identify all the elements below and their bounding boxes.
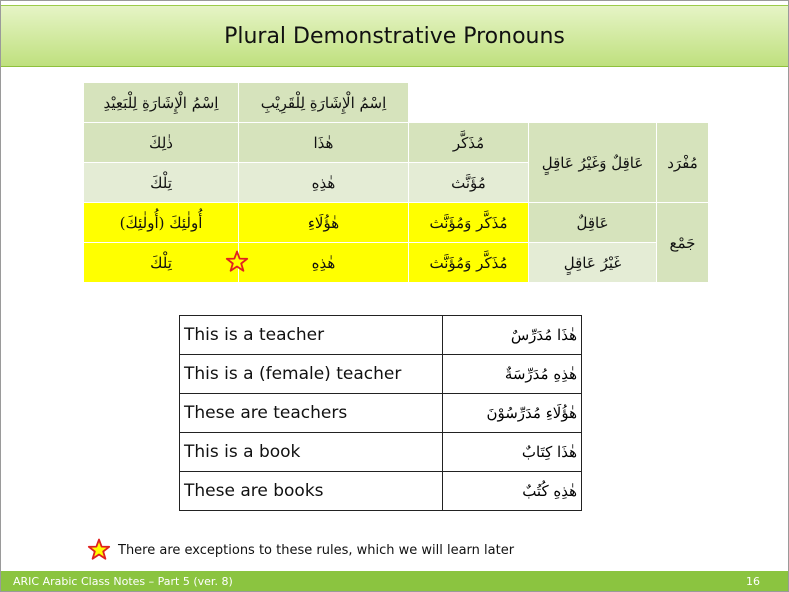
category-plural-rational: عَاقِلٌ: [529, 203, 657, 243]
near-pronoun-cell: [239, 243, 409, 283]
exceptions-note: [87, 538, 514, 562]
header-far: اِسْمُ الْإِشَارَةِ لِلْبَعِيْدِ: [84, 83, 239, 123]
far-pronoun-cell: تِلْكَ: [84, 243, 239, 283]
far-pronoun-cell: أُولٰئِكَ (أُولٰئِكَ): [84, 203, 239, 243]
table-row: [84, 243, 709, 283]
empty-cell: [409, 83, 529, 123]
example-english: This is a (female) teacher: [180, 355, 443, 394]
gender-cell: مُذَكَّر: [409, 123, 529, 163]
table-row: [180, 355, 582, 394]
category-singular: عَاقِلٌ وَغَيْرُ عَاقِلٍ: [529, 123, 657, 203]
near-pronoun-cell: هٰذَا: [239, 123, 409, 163]
header-near: اِسْمُ الْإِشَارَةِ لِلْقَرِيْبِ: [239, 83, 409, 123]
title-bar: [1, 5, 788, 67]
example-english: This is a book: [180, 433, 443, 472]
far-pronoun-cell: ذٰلِكَ: [84, 123, 239, 163]
table-row: [180, 472, 582, 511]
near-pronoun-text: هٰذِهِ: [311, 253, 336, 272]
example-english: This is a teacher: [180, 316, 443, 355]
near-pronoun-cell: هٰذِهِ: [239, 163, 409, 203]
example-arabic: هٰذِهِ مُدَرِّسَةٌ: [443, 355, 582, 394]
slide-title: Plural Demonstrative Pronouns: [224, 23, 565, 49]
table-row: [180, 433, 582, 472]
note-text: There are exceptions to these rules, which we will learn later: [118, 542, 515, 558]
far-pronoun-cell: تِلْكَ: [84, 163, 239, 203]
table-row: [180, 316, 582, 355]
examples-table: [179, 315, 582, 511]
near-pronoun-cell: هٰؤُلَاءِ: [239, 203, 409, 243]
page-number: 16: [746, 574, 760, 588]
footer-text: ARIC Arabic Class Notes – Part 5 (ver. 8): [13, 574, 233, 588]
empty-cell: [529, 83, 657, 123]
singular-label: مُفْرَد: [657, 123, 709, 203]
footer-bar: [1, 571, 788, 591]
example-arabic: هٰذِهِ كُتُبٌ: [443, 472, 582, 511]
red-star-icon: [225, 250, 249, 274]
gender-cell: مُذَكَّر وَمُؤَنَّث: [409, 203, 529, 243]
example-arabic: هٰذَا كِتَابٌ: [443, 433, 582, 472]
plural-label: جَمْع: [657, 203, 709, 283]
table-row: [180, 394, 582, 433]
category-plural-nonrational: غَيْرُ عَاقِلٍ: [529, 243, 657, 283]
example-arabic: هٰذَا مُدَرِّسٌ: [443, 316, 582, 355]
example-english: These are books: [180, 472, 443, 511]
table-row: [84, 203, 709, 243]
example-english: These are teachers: [180, 394, 443, 433]
table-row: [84, 123, 709, 163]
empty-cell: [657, 83, 709, 123]
gender-cell: مُذَكَّر وَمُؤَنَّث: [409, 243, 529, 283]
header-row: [84, 83, 709, 123]
red-star-icon: [87, 538, 111, 562]
example-arabic: هٰؤُلَاءِ مُدَرِّسُوْنَ: [443, 394, 582, 433]
demonstrative-pronoun-table: [83, 82, 709, 283]
gender-cell: مُؤَنَّث: [409, 163, 529, 203]
